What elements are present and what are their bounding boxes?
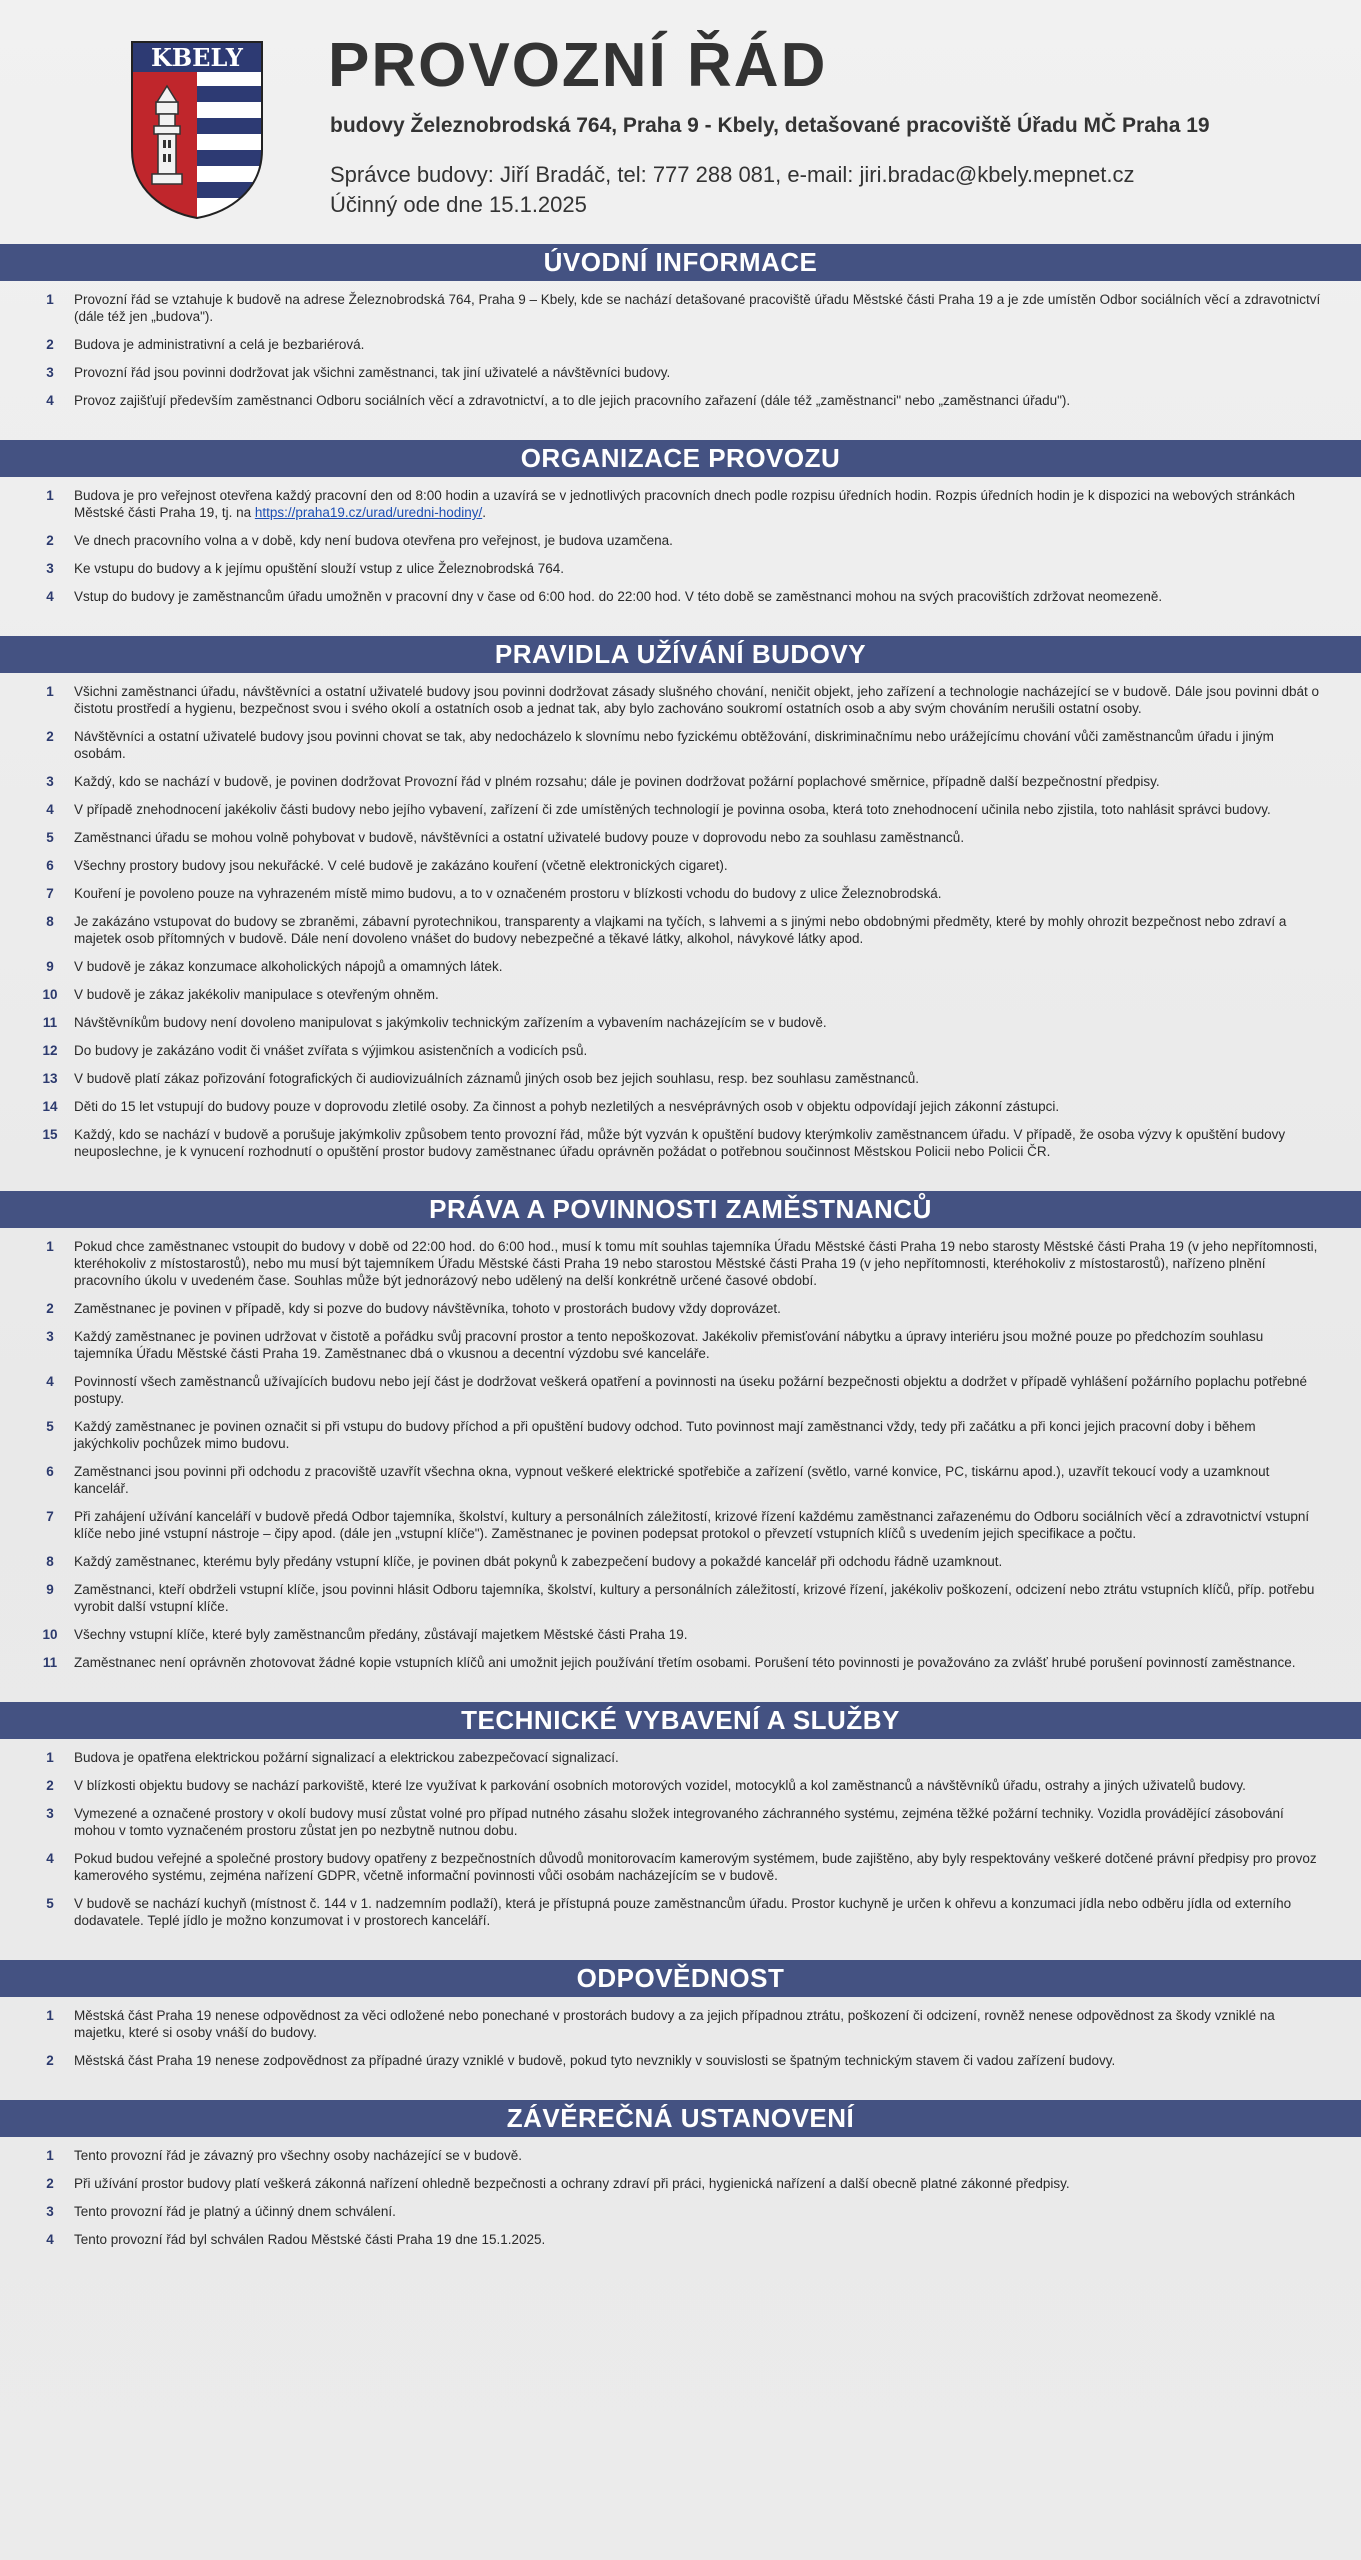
item-text-body: Tento provozní řád je závazný pro všechny osoby nacházející se v budově. bbox=[74, 2148, 523, 2163]
list-item bbox=[36, 773, 1323, 790]
item-text bbox=[64, 336, 1323, 353]
list-item bbox=[36, 2052, 1323, 2069]
page-title: PROVOZNÍ ŘÁD bbox=[328, 31, 828, 100]
item-number: 5 bbox=[46, 1419, 54, 1434]
item-text bbox=[64, 1238, 1323, 1289]
item-number: 4 bbox=[46, 589, 54, 604]
section-items bbox=[0, 477, 1361, 630]
item-text-body: Budova je opatřena elektrickou požární signalizací a elektrickou zabezpečovací signalizací. bbox=[74, 1750, 619, 1765]
item-text bbox=[64, 487, 1323, 521]
item-number: 1 bbox=[46, 1750, 54, 1765]
section-heading: ZÁVĚREČNÁ USTANOVENÍ bbox=[0, 2100, 1361, 2137]
item-text bbox=[64, 1749, 1323, 1766]
list-item bbox=[36, 1777, 1323, 1794]
item-number: 1 bbox=[46, 2148, 54, 2163]
item-text-body: Zaměstnanci jsou povinni při odchodu z pracoviště uzavřít všechna okna, vypnout veškeré elektrické spotřebiče a zařízení (světlo, varné konvice, PC, tiskárnu apod.), uzavřít tekoucí vody a uzamknout kancelář. bbox=[74, 1464, 1270, 1496]
list-item bbox=[36, 532, 1323, 549]
item-text bbox=[64, 1553, 1323, 1570]
item-number: 4 bbox=[46, 393, 54, 408]
item-number: 9 bbox=[46, 959, 54, 974]
section-technicke-vybaveni-a-sluzby bbox=[0, 1702, 1361, 1954]
list-item bbox=[36, 1553, 1323, 1570]
section-heading: TECHNICKÉ VYBAVENÍ A SLUŽBY bbox=[0, 1702, 1361, 1739]
item-text-body: V blízkosti objektu budovy se nachází parkoviště, které lze využívat k parkování osobních motorových vozidel, motocyklů a kol zaměstnanců a návštěvníků úřadu, ostrahy a jiných uživatelů budovy. bbox=[74, 1778, 1246, 1793]
item-number: 1 bbox=[46, 1239, 54, 1254]
item-number: 9 bbox=[46, 1582, 54, 1597]
item-text bbox=[64, 801, 1323, 818]
item-text bbox=[64, 2175, 1323, 2192]
item-number: 7 bbox=[46, 886, 54, 901]
item-text bbox=[64, 2052, 1323, 2069]
item-text-body: Návštěvníkům budovy není dovoleno manipulovat s jakýmkoliv technickým zařízením a vybavením nacházejícím se v budově. bbox=[74, 1015, 827, 1030]
item-text bbox=[64, 773, 1323, 790]
list-item bbox=[36, 1654, 1323, 1671]
item-number: 3 bbox=[46, 1329, 54, 1344]
item-number: 10 bbox=[42, 987, 58, 1002]
item-number: 8 bbox=[46, 914, 54, 929]
item-text bbox=[64, 1098, 1323, 1115]
item-text-body: Každý, kdo se nachází v budově, je povinen dodržovat Provozní řád v plném rozsahu; dále je povinen dodržovat požární poplachové směrnice, případně další bezpečnostní předpisy. bbox=[74, 774, 1160, 789]
list-item bbox=[36, 728, 1323, 762]
list-item bbox=[36, 885, 1323, 902]
item-number: 5 bbox=[46, 830, 54, 845]
item-number: 10 bbox=[42, 1627, 58, 1642]
list-item bbox=[36, 1418, 1323, 1452]
item-text bbox=[64, 1126, 1323, 1160]
item-text-body: V budově je zákaz jakékoliv manipulace s otevřeným ohněm. bbox=[74, 987, 439, 1002]
list-item bbox=[36, 336, 1323, 353]
item-text bbox=[64, 958, 1323, 975]
list-item bbox=[36, 1098, 1323, 1115]
item-text bbox=[64, 1014, 1323, 1031]
list-item bbox=[36, 1850, 1323, 1884]
list-item bbox=[36, 1373, 1323, 1407]
list-item bbox=[36, 1300, 1323, 1317]
item-number: 4 bbox=[46, 802, 54, 817]
item-text-body: Každý, kdo se nachází v budově a porušuje jakýmkoliv způsobem tento provozní řád, může být vyzván k opuštění budovy kterýmkoliv zaměstnancem úřadu. V případě, že osoba výzvy k opuštění budovy neuposlechne, je k vynucení rozhodnutí o opuštění prostor budovy zaměstnanec úřadu oprávněn požádat o potřebnou součinnost Městskou Policii nebo Policii ČR. bbox=[74, 1127, 1286, 1159]
item-text bbox=[64, 2007, 1323, 2041]
item-number: 6 bbox=[46, 858, 54, 873]
list-item bbox=[36, 958, 1323, 975]
section-zaverecna-ustanoveni bbox=[0, 2100, 1361, 2273]
list-item bbox=[36, 1126, 1323, 1160]
item-text-body: Ve dnech pracovního volna a v době, kdy není budova otevřena pro veřejnost, je budova uzamčena. bbox=[74, 533, 673, 548]
list-item bbox=[36, 1581, 1323, 1615]
item-text bbox=[64, 291, 1323, 325]
section-items bbox=[0, 673, 1361, 1185]
section-odpovednost bbox=[0, 1960, 1361, 2094]
list-item bbox=[36, 2007, 1323, 2041]
document-header bbox=[0, 0, 1361, 244]
item-number: 2 bbox=[46, 729, 54, 744]
item-number: 2 bbox=[46, 2176, 54, 2191]
item-text-body: Budova je administrativní a celá je bezbariérová. bbox=[74, 337, 365, 352]
section-prava-a-povinnosti-zamestnancu bbox=[0, 1191, 1361, 1696]
list-item bbox=[36, 1805, 1323, 1839]
item-text bbox=[64, 1626, 1323, 1643]
item-text-body: Městská část Praha 19 nenese odpovědnost za věci odložené nebo ponechané v prostorách budovy a za jejich případnou ztrátu, poškození či odcizení, rovněž nenese odpovědnost za škody vzniklé na majetku, které si osoby vnáší do budovy. bbox=[74, 2008, 1275, 2040]
item-text-body: Budova je pro veřejnost otevřena každý pracovní den od 8:00 hodin a uzavírá se v jednotlivých pracovních dnech podle rozpisu úředních hodin. Rozpis úředních hodin je k dispozici na webových stránkách Městské části Praha 19, tj. na bbox=[74, 488, 1295, 520]
sections-container bbox=[0, 244, 1361, 2273]
list-item bbox=[36, 1042, 1323, 1059]
item-text bbox=[64, 560, 1323, 577]
item-text-body: Všechny prostory budovy jsou nekuřácké. V celé budově je zakázáno kouření (včetně elektronických cigaret). bbox=[74, 858, 728, 873]
office-hours-link[interactable]: https://praha19.cz/urad/uredni-hodiny/ bbox=[254, 505, 483, 520]
kbely-crest-logo bbox=[130, 40, 264, 220]
item-text-body: V budově platí zákaz pořizování fotografických či audiovizuálních záznamů jiných osob bez jejich souhlasu, resp. bez souhlasu zaměstnanců. bbox=[74, 1071, 919, 1086]
list-item bbox=[36, 1626, 1323, 1643]
item-text bbox=[64, 885, 1323, 902]
item-text-body: Do budovy je zakázáno vodit či vnášet zvířata s výjimkou asistenčních a vodicích psů. bbox=[74, 1043, 588, 1058]
item-text-body: Provoz zajišťují především zaměstnanci Odboru sociálních věcí a zdravotnictví, a to dle jejich pracovního zařazení (dále též „zaměstnanci" nebo „zaměstnanci úřadu"). bbox=[74, 393, 1071, 408]
item-text bbox=[64, 1463, 1323, 1497]
list-item bbox=[36, 2175, 1323, 2192]
list-item bbox=[36, 291, 1323, 325]
item-text-body: V případě znehodnocení jakékoliv části budovy nebo jejího vybavení, zařízení či zde umístěných technologií je povinna osoba, která toto znehodnocení učinila nebo zjistila, toto nahlásit správci budovy. bbox=[74, 802, 1271, 817]
list-item bbox=[36, 1328, 1323, 1362]
item-number: 3 bbox=[46, 2204, 54, 2219]
section-heading: ÚVODNÍ INFORMACE bbox=[0, 244, 1361, 281]
section-items bbox=[0, 1739, 1361, 1954]
item-number: 13 bbox=[42, 1071, 58, 1086]
item-number: 11 bbox=[42, 1655, 58, 1670]
item-text bbox=[64, 588, 1323, 605]
list-item bbox=[36, 2231, 1323, 2248]
item-text bbox=[64, 1777, 1323, 1794]
item-text bbox=[64, 1581, 1323, 1615]
list-item bbox=[36, 588, 1323, 605]
item-text bbox=[64, 857, 1323, 874]
item-text bbox=[64, 532, 1323, 549]
list-item bbox=[36, 2147, 1323, 2164]
list-item bbox=[36, 683, 1323, 717]
item-text bbox=[64, 2231, 1323, 2248]
item-text-body: Ke vstupu do budovy a k jejímu opuštění slouží vstup z ulice Železnobrodská 764. bbox=[74, 561, 565, 576]
item-number: 4 bbox=[46, 1851, 54, 1866]
list-item bbox=[36, 487, 1323, 521]
item-text bbox=[64, 392, 1323, 409]
item-number: 12 bbox=[42, 1043, 58, 1058]
item-text-body: Všichni zaměstnanci úřadu, návštěvníci a ostatní uživatelé budovy jsou povinni dodržovat zásady slušného chování, neničit objekt, jeho zařízení a technologie nacházející se v budově. Dále jsou povinni dbát o čistotu prostředí a hygienu, bezpečnost svou i svého okolí a ostatních osob a jednat tak, aby bylo zachováno soukromí ostatních osob a aby svým chováním nerušili ostatní osoby. bbox=[74, 684, 1320, 716]
item-text bbox=[64, 683, 1323, 717]
item-number: 3 bbox=[46, 365, 54, 380]
item-text bbox=[64, 1418, 1323, 1452]
section-heading: PRÁVA A POVINNOSTI ZAMĚSTNANCŮ bbox=[0, 1191, 1361, 1228]
item-number: 15 bbox=[42, 1127, 58, 1142]
item-text bbox=[64, 728, 1323, 762]
item-text bbox=[64, 1328, 1323, 1362]
section-items bbox=[0, 281, 1361, 434]
item-number: 4 bbox=[46, 2232, 54, 2247]
list-item bbox=[36, 1463, 1323, 1497]
item-text-body: Vstup do budovy je zaměstnancům úřadu umožněn v pracovní dny v čase od 6:00 hod. do 22:00 hod. V této době se zaměstnanci mohou na svých pracovištích zdržovat neomezeně. bbox=[74, 589, 1163, 604]
item-number: 1 bbox=[46, 2008, 54, 2023]
item-text bbox=[64, 1373, 1323, 1407]
item-text-body: V budově se nachází kuchyň (místnost č. 144 v 1. nadzemním podlaží), která je přístupná pouze zaměstnancům úřadu. Prostor kuchyně je určen k ohřevu a konzumaci jídla nebo odběru jídla od externího dodavatele. Teplé jídlo je možno konzumovat i v prostorech kanceláří. bbox=[74, 1896, 1292, 1928]
section-items bbox=[0, 1997, 1361, 2094]
item-text-body: Všechny vstupní klíče, které byly zaměstnancům předány, zůstávají majetkem Městské části Praha 19. bbox=[74, 1627, 688, 1642]
item-text bbox=[64, 1508, 1323, 1542]
item-number: 6 bbox=[46, 1464, 54, 1479]
list-item bbox=[36, 560, 1323, 577]
section-items bbox=[0, 2137, 1361, 2273]
item-text bbox=[64, 1850, 1323, 1884]
list-item bbox=[36, 392, 1323, 409]
item-text-body: Provozní řád se vztahuje k budově na adrese Železnobrodská 764, Praha 9 – Kbely, kde se nachází detašované pracoviště úřadu Městské části Praha 19 a je zde umístěn Odbor sociálních věcí a zdravotnictví (dále též jen „budova"). bbox=[74, 292, 1321, 324]
item-text bbox=[64, 986, 1323, 1003]
section-items bbox=[0, 1228, 1361, 1696]
list-item bbox=[36, 364, 1323, 381]
list-item bbox=[36, 1895, 1323, 1929]
item-text-suffix: . bbox=[482, 505, 486, 520]
item-number: 14 bbox=[42, 1099, 58, 1114]
item-text-body: Je zakázáno vstupovat do budovy se zbraněmi, zábavní pyrotechnikou, transparenty a vlajkami na tyčích, s lahvemi a s jinými nebo obdobnými předměty, které by mohly ohrozit bezpečnost nebo zdraví a majetek osob přítomných v budově. Dále není dovoleno vnášet do budovy nebezpečné a těkavé látky, alkohol, návykové látky apod. bbox=[74, 914, 1287, 946]
list-item bbox=[36, 986, 1323, 1003]
section-organizace-provozu bbox=[0, 440, 1361, 630]
item-text-body: Kouření je povoleno pouze na vyhrazeném místě mimo budovu, a to v označeném prostoru v blízkosti vchodu do budovy z ulice Železnobrodská. bbox=[74, 886, 942, 901]
item-number: 2 bbox=[46, 1778, 54, 1793]
item-text bbox=[64, 364, 1323, 381]
item-number: 1 bbox=[46, 684, 54, 699]
item-text bbox=[64, 829, 1323, 846]
item-text-body: Zaměstnanci, kteří obdrželi vstupní klíče, jsou povinni hlásit Odboru tajemníka, školství, kultury a personálních záležitostí, krizové řízení, jakékoliv poškození, odcizení nebo ztrátu vstupních klíčů, příp. potřebu vyrobit další vstupní klíče. bbox=[74, 1582, 1315, 1614]
list-item bbox=[36, 1238, 1323, 1289]
item-number: 2 bbox=[46, 337, 54, 352]
item-number: 8 bbox=[46, 1554, 54, 1569]
list-item bbox=[36, 801, 1323, 818]
item-text-body: V budově je zákaz konzumace alkoholických nápojů a omamných látek. bbox=[74, 959, 503, 974]
item-text-body: Tento provozní řád je platný a účinný dnem schválení. bbox=[74, 2204, 396, 2219]
item-text bbox=[64, 1805, 1323, 1839]
item-text-body: Každý zaměstnanec, kterému byly předány vstupní klíče, je povinen dbát pokynů k zabezpečení budovy a pokaždé kancelář při odchodu řádně uzamknout. bbox=[74, 1554, 1003, 1569]
item-text-body: Městská část Praha 19 nenese zodpovědnost za případné úrazy vzniklé v budově, pokud tyto nevznikly v souvislosti se špatným technickým stavem či vadou zařízení budovy. bbox=[74, 2053, 1116, 2068]
item-text bbox=[64, 1895, 1323, 1929]
item-text bbox=[64, 1654, 1323, 1671]
item-text-body: Každý zaměstnanec je povinen označit si při vstupu do budovy příchod a při opuštění budovy odchod. Tuto povinnost mají zaměstnanci vždy, tedy při začátku a při konci jejich pracovní doby i během jakýchkoliv pochůzek mimo budovu. bbox=[74, 1419, 1256, 1451]
item-text-body: Děti do 15 let vstupují do budovy pouze v doprovodu zletilé osoby. Za činnost a pohyb nezletilých a nesvéprávných osob v objektu odpovídají jejich zákonní zástupci. bbox=[74, 1099, 1060, 1114]
section-uvodni-informace bbox=[0, 244, 1361, 434]
item-number: 2 bbox=[46, 533, 54, 548]
list-item bbox=[36, 1508, 1323, 1542]
item-number: 3 bbox=[46, 774, 54, 789]
item-text bbox=[64, 2147, 1323, 2164]
item-text bbox=[64, 1042, 1323, 1059]
crest-logo-text: KBELY bbox=[151, 43, 243, 72]
item-text-body: Vymezené a označené prostory v okolí budovy musí zůstat volné pro případ nutného zásahu složek integrovaného záchranného systému, zejména těžké požární techniky. Vozidla provádějící zásobování mohou v tomto vyznačeném prostoru zůstat jen po nezbytně nutnou dobu. bbox=[74, 1806, 1284, 1838]
item-number: 3 bbox=[46, 1806, 54, 1821]
item-text-body: Každý zaměstnanec je povinen udržovat v čistotě a pořádku svůj pracovní prostor a tento nepoškozovat. Jakékoliv přemisťování nábytku a úpravy interiéru jsou možné pouze po předchozím souhlasu tajemníka Úřadu Městské části Praha 19. Zaměstnanec dbá o vkusnou a decentní výzdobu své kanceláře. bbox=[74, 1329, 1264, 1361]
item-number: 2 bbox=[46, 2053, 54, 2068]
section-pravidla-uzivani-budovy bbox=[0, 636, 1361, 1185]
item-text bbox=[64, 2203, 1323, 2220]
page-subtitle: budovy Železnobrodská 764, Praha 9 - Kbely, detašované pracoviště Úřadu MČ Praha 19 bbox=[330, 114, 1210, 137]
list-item bbox=[36, 857, 1323, 874]
item-number: 3 bbox=[46, 561, 54, 576]
item-text-body: Provozní řád jsou povinni dodržovat jak všichni zaměstnanci, tak jiní uživatelé a návštěvníci budovy. bbox=[74, 365, 671, 380]
item-number: 2 bbox=[46, 1301, 54, 1316]
list-item bbox=[36, 2203, 1323, 2220]
item-text bbox=[64, 1070, 1323, 1087]
item-text-body: Pokud chce zaměstnanec vstoupit do budovy v době od 22:00 hod. do 6:00 hod., musí k tomu mít souhlas tajemníka Úřadu Městské části Praha 19 nebo starosty Městské části Praha 19 (v jeho nepřítomnosti, kteréhokoliv z místostarostů), nebo mu musí být tajemníkem Úřadu Městské části Praha 19 nebo starostou Městské části Praha 19 (v jeho nepřítomnosti, kteréhokoliv z místostarostů), nařízeno plnění pracovního úkolu v uvedeném čase. Souhlas může být jednorázový nebo udělený na delší konkrétně určené časové období. bbox=[74, 1239, 1318, 1288]
item-text bbox=[64, 913, 1323, 947]
item-number: 4 bbox=[46, 1374, 54, 1389]
building-administrator: Správce budovy: Jiří Bradáč, tel: 777 288 081, e-mail: jiri.bradac@kbely.mepnet.cz bbox=[330, 162, 1135, 187]
item-text-body: Při zahájení užívání kanceláří v budově předá Odbor tajemníka, školství, kultury a personálních záležitostí, krizové řízení každému zaměstnanci zařazenému do Odboru sociálních věcí a zdravotnictví vstupní klíče nebo jiné vstupní nástroje – čipy apod. (dále jen „vstupní klíče"). Zaměstnanec je povinen podepsat protokol o převzetí vstupních klíčů s uvedením jejich specifikace a počtu. bbox=[74, 1509, 1310, 1541]
item-text-body: Tento provozní řád byl schválen Radou Městské části Praha 19 dne 15.1.2025. bbox=[74, 2232, 546, 2247]
item-text-body: Návštěvníci a ostatní uživatelé budovy jsou povinni chovat se tak, aby nedocházelo k slovnímu nebo fyzickému obtěžování, diskriminačnímu nebo urážejícímu chování vůči zaměstnancům úřadu i jiným osobám. bbox=[74, 729, 1274, 761]
item-text-body: Povinností všech zaměstnanců užívajících budovu nebo její část je dodržovat veškerá opatření a povinnosti na úseku požární bezpečnosti objektu a dodržet v případě vyhlášení požárního poplachu potřebné postupy. bbox=[74, 1374, 1308, 1406]
item-number: 5 bbox=[46, 1896, 54, 1911]
list-item bbox=[36, 829, 1323, 846]
item-text bbox=[64, 1300, 1323, 1317]
section-heading: PRAVIDLA UŽÍVÁNÍ BUDOVY bbox=[0, 636, 1361, 673]
list-item bbox=[36, 1014, 1323, 1031]
list-item bbox=[36, 1749, 1323, 1766]
list-item bbox=[36, 913, 1323, 947]
list-item bbox=[36, 1070, 1323, 1087]
item-text-body: Pokud budou veřejné a společné prostory budovy opatřeny z bezpečnostních důvodů monitorovacím kamerovým systémem, bude zajištěno, aby byly respektovány veškeré dotčené právní předpisy pro provoz kamerového systému, zejména nařízení GDPR, včetně informační povinnosti vůči osobám nacházejícím se v budově. bbox=[74, 1851, 1317, 1883]
item-number: 1 bbox=[46, 488, 54, 503]
item-number: 11 bbox=[42, 1015, 58, 1030]
item-text-body: Zaměstnanci úřadu se mohou volně pohybovat v budově, návštěvníci a ostatní uživatelé budovy pouze v doprovodu nebo za souhlasu zaměstnanců. bbox=[74, 830, 965, 845]
effective-date: Účinný ode dne 15.1.2025 bbox=[330, 192, 587, 217]
item-number: 1 bbox=[46, 292, 54, 307]
item-text-body: Zaměstnanec je povinen v případě, kdy si pozve do budovy návštěvníka, tohoto v prostorách budovy vždy doprovázet. bbox=[74, 1301, 781, 1316]
item-number: 7 bbox=[46, 1509, 54, 1524]
section-heading: ODPOVĚDNOST bbox=[0, 1960, 1361, 1997]
item-text-body: Při užívání prostor budovy platí veškerá zákonná nařízení ohledně bezpečnosti a ochrany zdraví při práci, hygienická nařízení a další obecně platné zákonné předpisy. bbox=[74, 2176, 1070, 2191]
section-heading: ORGANIZACE PROVOZU bbox=[0, 440, 1361, 477]
item-text-body: Zaměstnanec není oprávněn zhotovovat žádné kopie vstupních klíčů ani umožnit jejich používání třetím osobami. Porušení této povinnosti je považováno za zvlášť hrubé porušení povinností zaměstnance. bbox=[74, 1655, 1296, 1670]
